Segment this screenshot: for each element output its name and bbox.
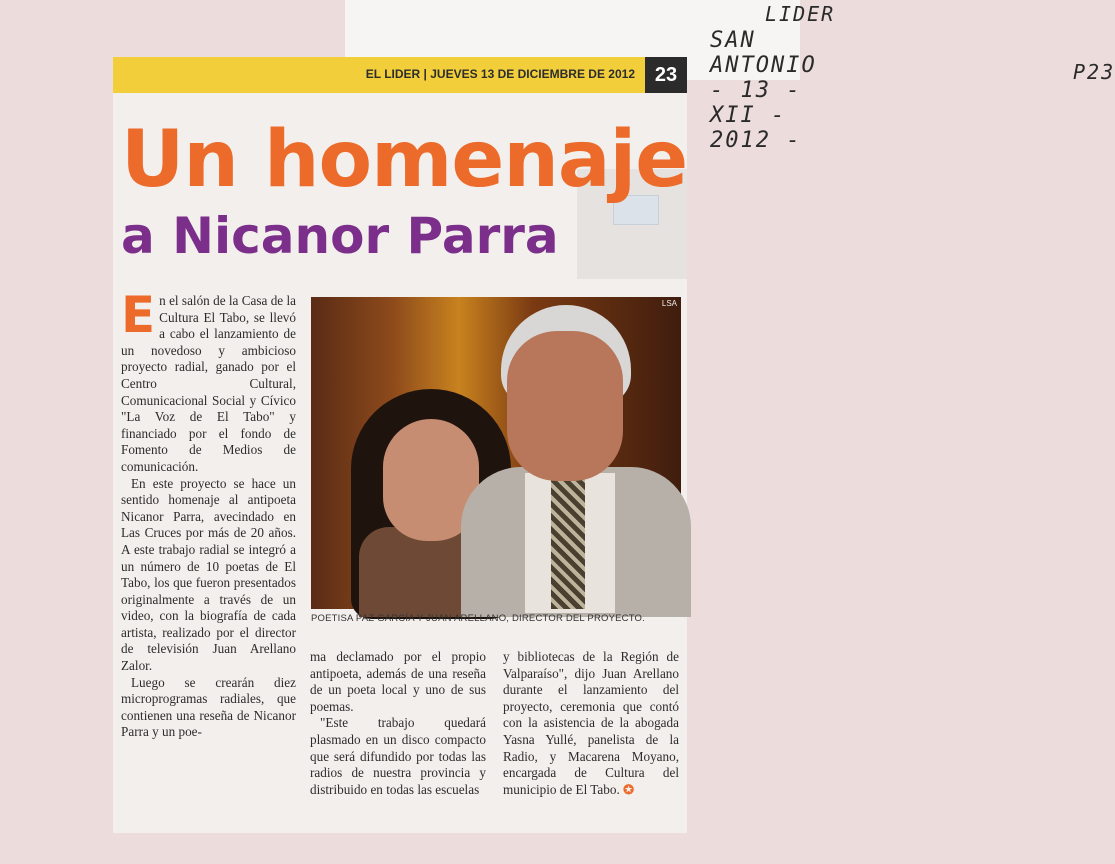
photo-credit: LSA xyxy=(661,299,677,308)
handwritten-source: LIDER xyxy=(765,2,836,26)
paragraph-6: y bibliotecas de la Región de Valparaíso", dijo Juan Arellano durante el lanzamiento del proyecto, ceremonia que contó con la asistencia de la abogada Yasna Yullé, panelista de la Radio, y Macarena Moyano, encargada de Cultura del municipio de El Tabo. ✪ xyxy=(503,649,679,797)
paragraph-5: "Este trabajo quedará plasmado en un disco compacto que será difundido por todas las radios de nuestra provincia y distribuido en todas las escuelas xyxy=(310,715,486,797)
paragraph-3: Luego se crearán diez microprogramas radiales, que contienen una reseña de Nicanor Parra y un poe- xyxy=(121,674,296,740)
photo-caption: POETISA PAZ GARCÍA Y JUAN ARELLANO, DIRECTOR DEL PROYECTO. xyxy=(311,613,645,624)
paragraph-4: ma declamado por el propio antipoeta, además de una reseña de un poeta local y uno de sus poemas. xyxy=(310,649,486,714)
headline-line-2: a Nicanor Parra xyxy=(121,207,559,265)
handwritten-page: P23 xyxy=(1073,60,1115,84)
drop-cap: E xyxy=(121,286,156,344)
newspaper-date: EL LIDER | JUEVES 13 DE DICIEMBRE DE 2012 xyxy=(365,67,635,81)
newspaper-clipping xyxy=(113,57,687,833)
header-bar xyxy=(113,57,687,93)
photo-man-tie xyxy=(551,477,585,609)
article-photo xyxy=(311,297,681,609)
end-mark-icon: ✪ xyxy=(623,781,635,797)
article-column-1 xyxy=(121,286,296,741)
paragraph-2: En este proyecto se hace un sentido homenaje al antipoeta Nicanor Parra, avecindado en Las Cruces por más de 20 años. A este trabajo radial se integró a un número de 10 poetas de El Tabo, los que fueron presentados originalmente a través de un video, con la biografía de cada artista, realizado por el director de televisión Juan Arellano Zalor. xyxy=(121,475,296,674)
handwritten-date: SAN ANTONIO - 13 - XII - 2012 - xyxy=(710,28,817,153)
headline-line-1: Un homenaje xyxy=(121,115,688,205)
paragraph-1: En el salón de la Casa de la Cultura El Tabo, se llevó a cabo el lanzamiento de un novedoso y ambicioso proyecto radial, ganado por el Centro Cultural, Comunicacional Social y Cívico "La Voz de El Tabo" y financiado por el fondo de Fomento de Medios de comunicación. xyxy=(121,286,296,474)
article-column-2 xyxy=(310,649,486,798)
page-number: 23 xyxy=(645,57,687,93)
photo-man-face xyxy=(507,331,623,481)
article-column-3 xyxy=(503,649,679,798)
